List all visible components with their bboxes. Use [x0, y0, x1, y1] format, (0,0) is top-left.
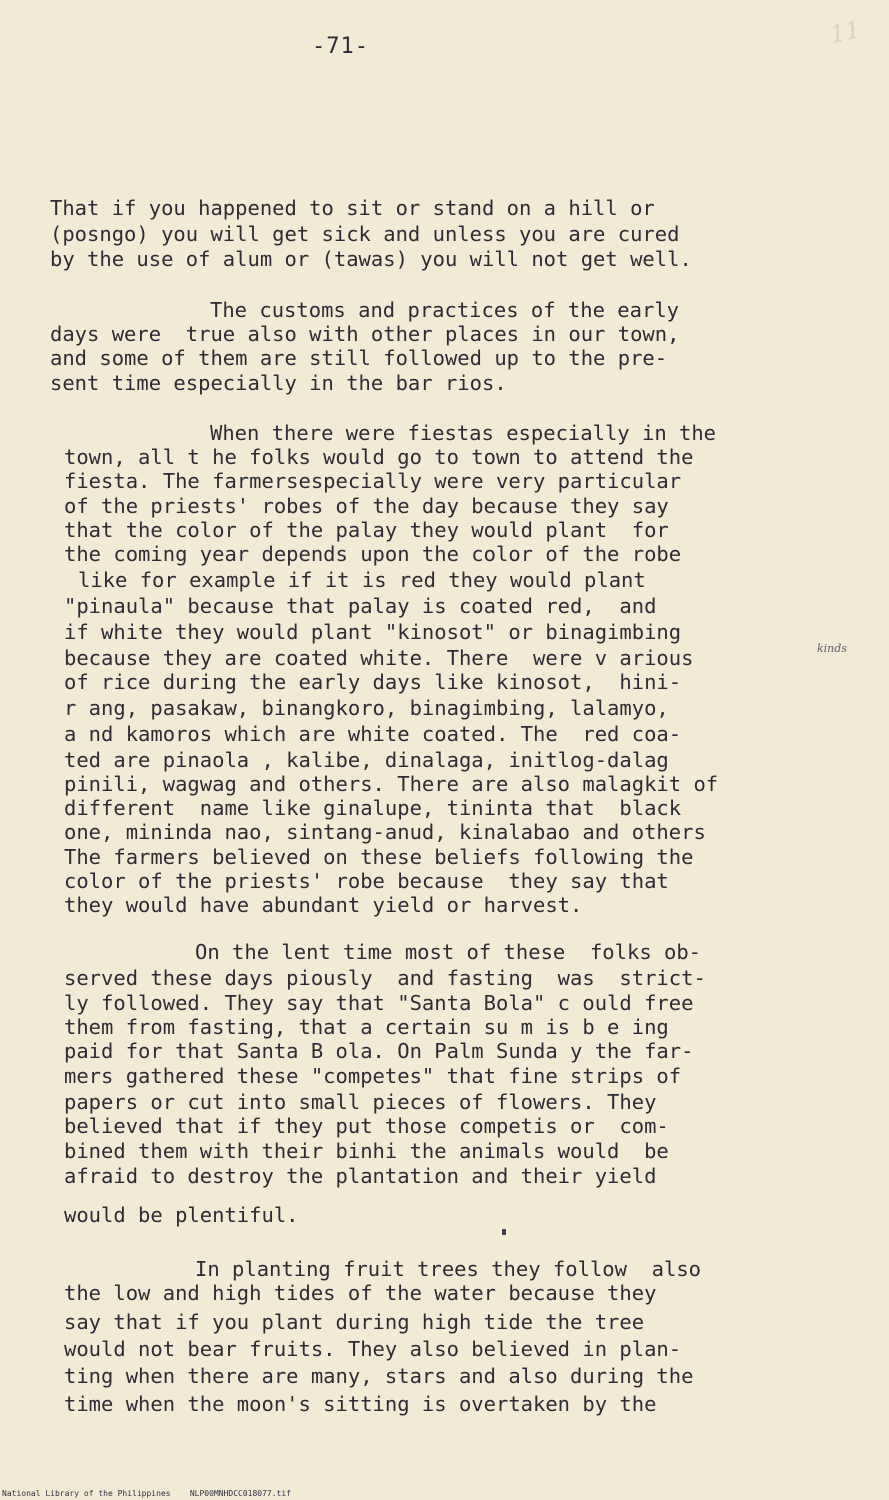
text-line: r ang, pasakaw, binangkoro, binagimbing, lalamyo,	[64, 696, 669, 720]
text-line: ted are pinaola , kalibe, dinalaga, initlog-dalag	[64, 748, 669, 772]
text-line: That if you happened to sit or stand on a hill or	[50, 196, 655, 220]
text-line: different name like ginalupe, tininta that black	[64, 796, 682, 820]
text-line: bined them with their binhi the animals would be	[64, 1139, 669, 1163]
text-line: would not bear fruits. They also believed in plan-	[64, 1337, 682, 1361]
text-line: of the priests' robes of the day because they say	[64, 494, 669, 518]
text-line: days were true also with other places in our town,	[50, 322, 680, 346]
text-line: In planting fruit trees they follow also	[195, 1257, 702, 1281]
text-line: When there were fiestas especially in the	[210, 421, 717, 445]
text-line: ly followed. They say that "Santa Bola" c ould free	[64, 991, 694, 1015]
archive-footer: National Library of the Philippines NLP00MNHDCC018077.tif	[2, 1489, 291, 1498]
text-line: a nd kamoros which are white coated. The red coa-	[64, 722, 682, 746]
text-line: On the lent time most of these folks ob-	[195, 940, 702, 964]
text-line: like for example if it is red they would plant	[78, 568, 646, 592]
page-number: -71-	[312, 34, 369, 59]
text-line: paid for that Santa B ola. On Palm Sunda y the far-	[64, 1039, 694, 1063]
text-line: sent time especially in the bar rios.	[50, 371, 507, 395]
text-line: of rice during the early days like kinosot, hini-	[64, 670, 682, 694]
text-line: would be plentiful.	[64, 1203, 299, 1227]
text-line: if white they would plant "kinosot" or binagimbing	[64, 620, 682, 644]
text-line: afraid to destroy the plantation and their yield	[64, 1164, 657, 1188]
ink-dot	[502, 1229, 506, 1235]
text-line: by the use of alum or (tawas) you will not get well.	[50, 247, 692, 271]
text-line: (posngo) you will get sick and unless you are cured	[50, 222, 680, 246]
text-line: the coming year depends upon the color of the robe	[64, 542, 682, 566]
handwritten-margin-note: kinds	[817, 642, 847, 655]
corner-handwritten-mark: 11	[827, 15, 864, 49]
text-line: ting when there are many, stars and also during the	[64, 1364, 694, 1388]
text-line: served these days piously and fasting was strict-	[64, 966, 706, 990]
text-line: believed that if they put those competis or com-	[64, 1114, 669, 1138]
text-line: time when the moon's sitting is overtaken by the	[64, 1392, 657, 1416]
text-line: The farmers believed on these beliefs following the	[64, 845, 694, 869]
text-line: one, mininda nao, sintang-anud, kinalabao and others	[64, 820, 706, 844]
text-line: town, all t he folks would go to town to attend the	[64, 445, 694, 469]
text-line: color of the priests' robe because they say that	[64, 869, 669, 893]
text-line: that the color of the palay they would plant for	[64, 518, 669, 542]
text-line: and some of them are still followed up to the pre-	[50, 346, 668, 370]
text-line: The customs and practices of the early	[210, 298, 679, 322]
text-line: fiesta. The farmersespecially were very particular	[64, 469, 682, 493]
text-line: papers or cut into small pieces of flowers. They	[64, 1090, 657, 1114]
text-line: them from fasting, that a certain su m is b e ing	[64, 1015, 669, 1039]
text-line: the low and high tides of the water because they	[64, 1281, 657, 1305]
text-line: pinili, wagwag and others. There are also malagkit of	[64, 772, 719, 796]
text-line: mers gathered these "competes" that fine strips of	[64, 1064, 682, 1088]
text-line: "pinaula" because that palay is coated red, and	[64, 594, 657, 618]
text-line: because they are coated white. There were v arious	[64, 646, 694, 670]
text-line: say that if you plant during high tide the tree	[64, 1310, 645, 1334]
text-line: they would have abundant yield or harvest.	[64, 893, 583, 917]
